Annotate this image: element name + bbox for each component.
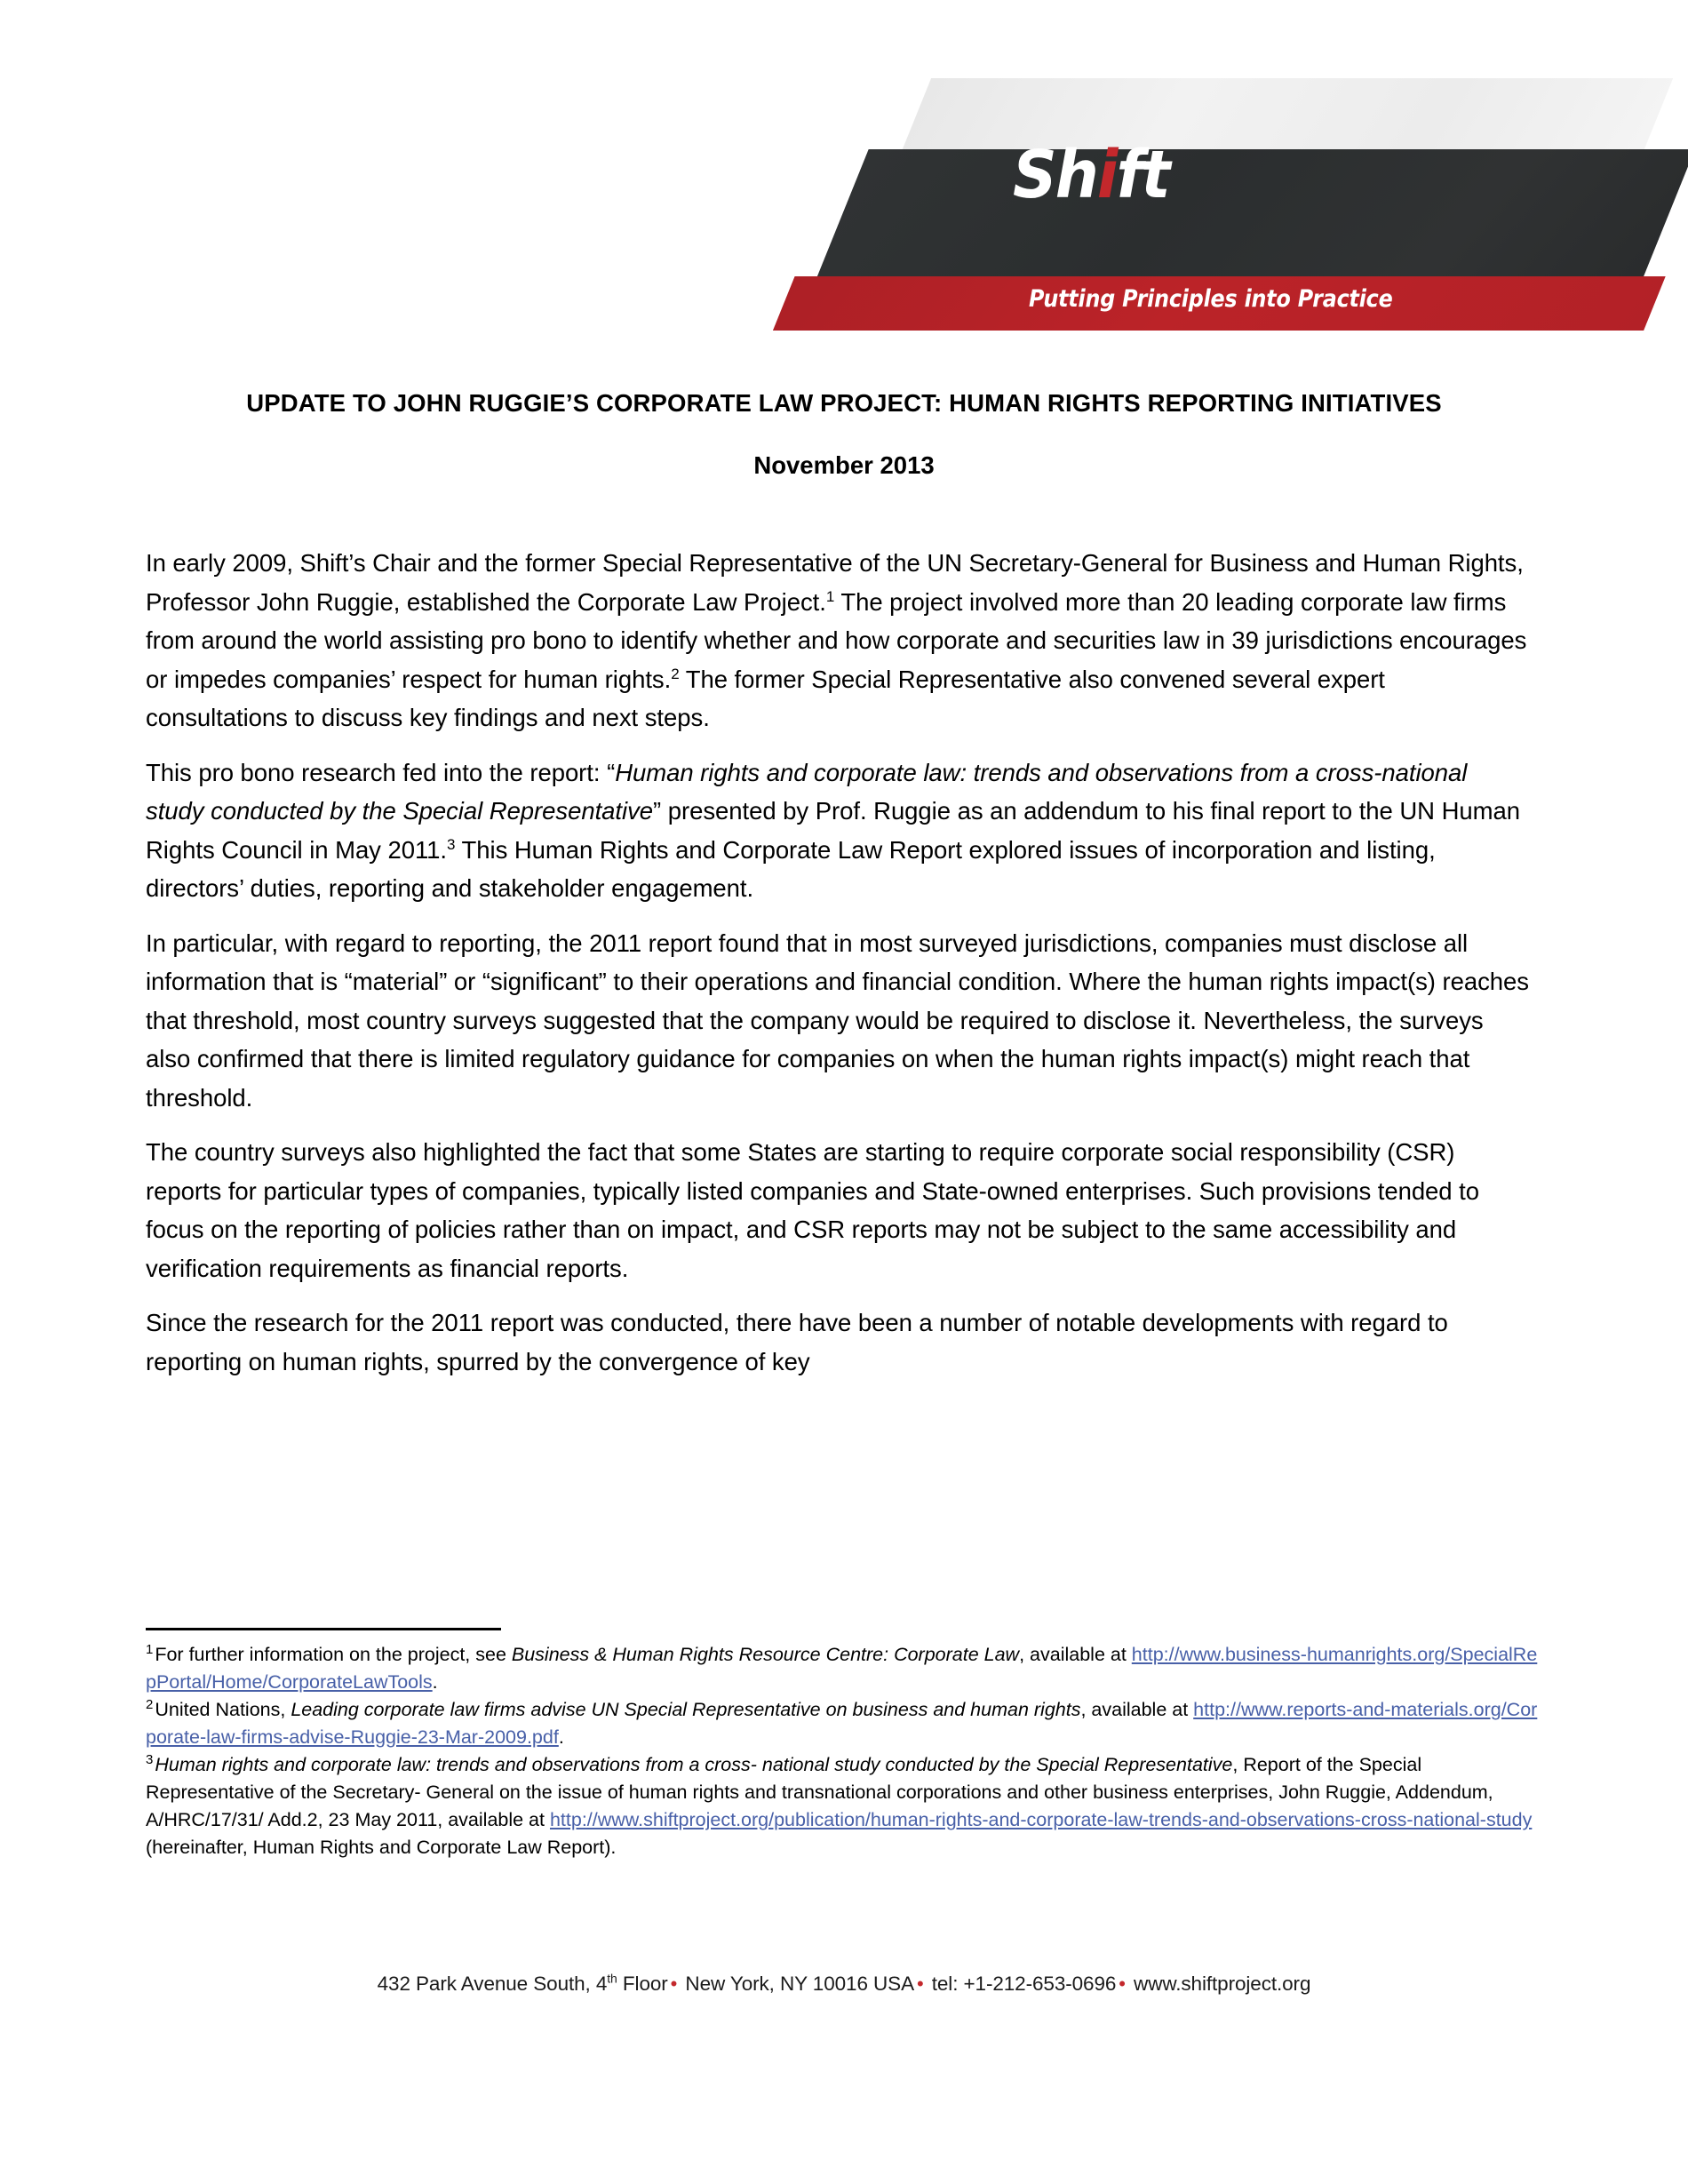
- footnote-separator-rule: [146, 1628, 501, 1630]
- footer-separator-2: •: [916, 1973, 924, 1995]
- footer-city: New York, NY 10016 USA: [680, 1973, 914, 1995]
- footnote-1-text-b: , available at: [1019, 1644, 1132, 1665]
- footnote-3-italic: Human rights and corporate law: trends and observations from a cross- national study conducted by the Special Representative: [155, 1754, 1233, 1775]
- footnote-ref-3[interactable]: 3: [447, 835, 456, 853]
- footnote-ref-1[interactable]: 1: [825, 587, 835, 605]
- shift-logo-header: [0, 0, 1688, 355]
- wordmark-sh: Sh: [1013, 137, 1097, 213]
- p2-segment-a: This pro bono research fed into the report: “: [146, 758, 616, 786]
- footnote-2-text-a: United Nations,: [155, 1699, 291, 1720]
- paragraph-3: In particular, with regard to reporting, the 2011 report found that in most surveyed jurisdictions, companies must disclose all information that is “material” or “significant” to their operations and financial condition. Where the human rights impact(s) reaches that threshold, most country surveys suggested that the company would be required to disclose it. Nevertheless, the surveys also confirmed that there is limited regulatory guidance for companies on when the human rights impact(s) might reach that threshold.: [146, 929, 1529, 1112]
- footnote-2-text-c: .: [558, 1726, 564, 1748]
- footer-tel: tel: +1-212-653-0696: [926, 1973, 1117, 1995]
- footnote-1-link[interactable]: http://www.business-humanrights.org/SpecialRepPortal/Home/CorporateLawTools: [146, 1644, 1538, 1693]
- footnote-2-marker: 2: [146, 1696, 154, 1712]
- footnote-1-text-c: .: [432, 1671, 438, 1693]
- p1-segment-a: In early 2009, Shift’s Chair and the former Special Representative of the UN Secretary-General for Business and Human Rights, Professor John Ruggie, established the Corporate Law Project.: [146, 549, 1524, 616]
- footer-website: www.shiftproject.org: [1127, 1973, 1311, 1995]
- footnote-3-link[interactable]: http://www.shiftproject.org/publication/human-rights-and-corporate-law-trends-and-observations-cross-national-study: [549, 1809, 1533, 1830]
- p2-segment-b: ” presented by Prof. Ruggie as an addendum to his final report to the UN Human Rights Council in May 2011.: [146, 797, 1520, 864]
- footnote-3-text-b: (hereinafter, Human Rights and Corporate Law Report).: [146, 1837, 617, 1858]
- wordmark-red-i: i: [1096, 137, 1117, 213]
- document-body: [146, 544, 1532, 1397]
- p2-segment-c: This Human Rights and Corporate Law Report explored issues of incorporation and listing, directors’ duties, reporting and stakeholder engagement.: [146, 835, 1436, 902]
- paragraph-4: The country surveys also highlighted the fact that some States are starting to require corporate social responsibility (CSR) reports for particular types of companies, typically listed companies and State-owned enterprises. Such provisions tended to focus on the reporting of policies rather than on impact, and CSR reports may not be subject to the same accessibility and verification requirements as financial reports.: [146, 1138, 1479, 1282]
- footer-separator-1: •: [670, 1973, 678, 1995]
- paragraph-1: [146, 544, 1532, 737]
- page-title: UPDATE TO JOHN RUGGIE’S CORPORATE LAW PROJECT: HUMAN RIGHTS REPORTING INITIATIVES: [246, 389, 1442, 417]
- p1-segment-c: The former Special Representative also convened several expert consultations to discuss key findings and next steps.: [146, 665, 1385, 731]
- shift-tagline: Putting Principles into Practice: [1029, 285, 1393, 313]
- page-footer: [0, 1973, 1688, 1996]
- footnote-2-link[interactable]: http://www.reports-and-materials.org/Corporate-law-firms-advise-Ruggie-23-Mar-2009.pdf: [146, 1699, 1538, 1748]
- paragraph-5: Since the research for the 2011 report was conducted, there have been a number of notable developments with regard to reporting on human rights, spurred by the convergence of key: [146, 1309, 1448, 1375]
- footnote-3-text-a: , Report of the Special Representative of the Secretary- General on the issue of human rights and transnational corporations and other business enterprises, John Ruggie, Addendum, A/HRC/17/31/ Add.2, 23 May 2011, available at: [146, 1754, 1493, 1830]
- footnote-2-italic: Leading corporate law firms advise UN Special Representative on business and human rights: [291, 1699, 1081, 1720]
- footnote-3: [146, 1751, 1541, 1861]
- footnote-3-marker: 3: [146, 1751, 154, 1767]
- document-date: November 2013: [753, 451, 935, 479]
- header-dark-band: [817, 149, 1688, 276]
- footnote-1-text-a: For further information on the project, see: [155, 1644, 512, 1665]
- footnote-1: [146, 1641, 1541, 1696]
- wordmark-ft: ft: [1116, 137, 1169, 213]
- footnote-1-marker: 1: [146, 1641, 154, 1657]
- paragraph-2: [146, 753, 1532, 908]
- footnote-ref-2[interactable]: 2: [671, 665, 680, 682]
- footer-address-cont: Floor: [617, 1973, 668, 1995]
- shift-wordmark: [1013, 137, 1169, 213]
- p1-segment-b: The project involved more than 20 leading corporate law firms from around the world assisting pro bono to identify whether and how corporate and securities law in 39 jurisdictions encourages or impedes companies’ respect for human rights.: [146, 587, 1527, 693]
- footnote-2-text-b: , available at: [1080, 1699, 1194, 1720]
- p2-report-title: Human rights and corporate law: trends and observations from a cross-national study conducted by the Special Representative: [146, 758, 1468, 825]
- footer-address: 432 Park Avenue South, 4: [377, 1973, 608, 1995]
- footnote-2: [146, 1696, 1541, 1751]
- footnote-1-italic: Business & Human Rights Resource Centre: Corporate Law: [511, 1644, 1020, 1665]
- footer-separator-3: •: [1119, 1973, 1126, 1995]
- footnotes-section: [146, 1641, 1541, 1861]
- footer-address-ordinal: th: [607, 1971, 617, 1986]
